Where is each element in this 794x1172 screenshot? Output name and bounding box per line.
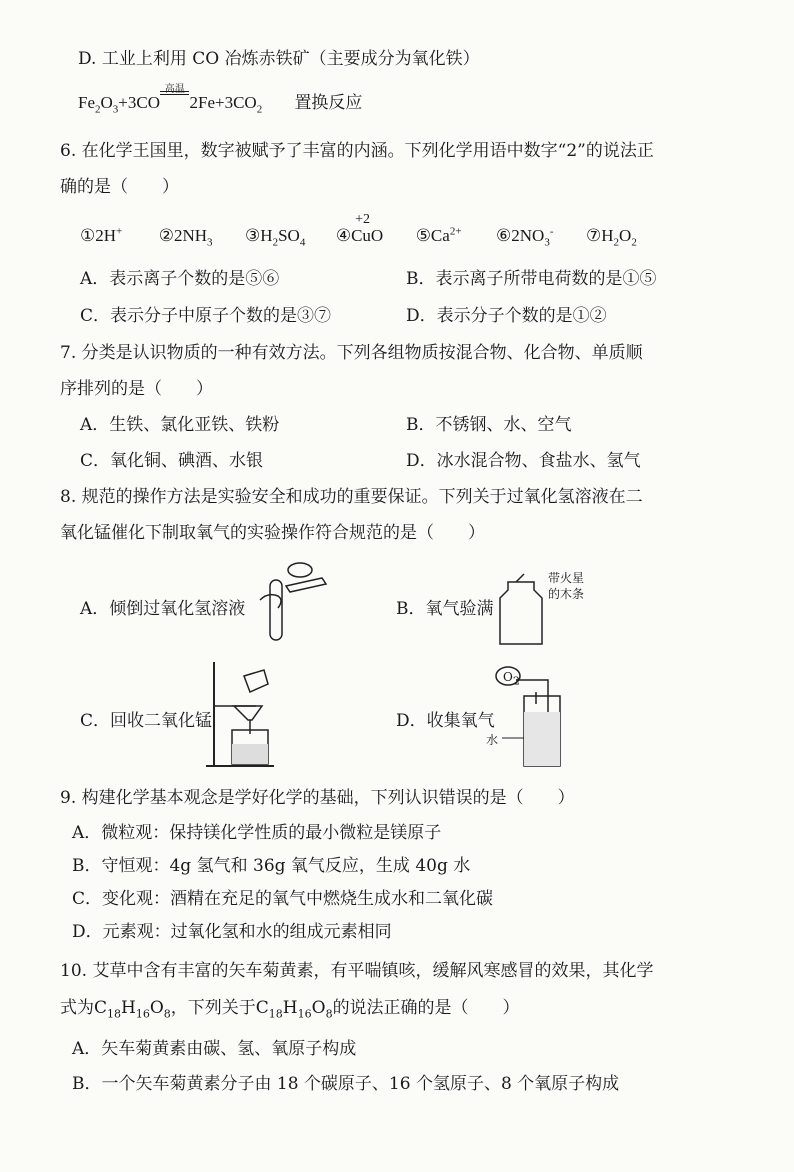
q5-option-d: D. 工业上利用 CO 冶炼赤铁矿（主要成分为氧化铁） (78, 49, 480, 69)
q10-option-b[interactable]: B．一个矢车菊黄素分子由 18 个碳原子、16 个氢原子、8 个氧原子构成 (72, 1074, 620, 1094)
q6-stem-line2: 确的是（ ） (60, 177, 179, 197)
symbol-3: $③H_2SO_4$ (245, 225, 306, 249)
q6-stem-line1: 6. 在化学王国里，数字被赋予了丰富的内涵。下列化学用语中数字“2”的说法正 (60, 141, 654, 161)
pour-solution-figure (252, 556, 342, 646)
q9-option-c[interactable]: C．变化观：酒精在充足的氧气中燃烧生成水和二氧化碳 (72, 889, 494, 909)
q6-option-c[interactable]: C．表示分子中原子个数的是③⑦ (80, 306, 332, 326)
q6-symbols (80, 211, 637, 249)
glowing-splint-note: 带火星 的木条 (548, 571, 585, 601)
symbol-1: ①2H+ (80, 225, 123, 245)
q7-option-c[interactable]: C．氧化铜、碘酒、水银 (80, 451, 264, 471)
symbol-5: $⑤Ca^{2+}$ (415, 225, 462, 245)
q8-stem-line2: 氧化锰催化下制取氧气的实验操作符合规范的是（ ） (60, 523, 485, 543)
q9-option-b[interactable]: B．守恒观：4g 氢气和 36g 氧气反应，生成 40g 水 (72, 856, 471, 876)
symbol-6: $⑥2NO_3^-$ (496, 225, 554, 249)
oxygen-full-check-figure (494, 572, 554, 650)
q8-stem-line1: 8. 规范的操作方法是实验安全和成功的重要保证。下列关于过氧化氢溶液在二 (60, 487, 643, 507)
reaction-type: 置换反应 (294, 93, 363, 112)
q7-option-a[interactable]: A．生铁、氯化亚铁、铁粉 (80, 415, 280, 435)
symbol-4: ④ +2 CuO (335, 211, 384, 245)
filtration-figure (204, 658, 286, 772)
q10-stem-line1: 10. 艾草中含有丰富的矢车菊黄素，有平喘镇咳，缓解风寒感冒的效果，其化学 (60, 961, 654, 981)
symbol-2: $②2NH_3$ (158, 225, 213, 249)
q9-option-a[interactable]: A．微粒观：保持镁化学性质的最小微粒是镁原子 (72, 823, 442, 843)
equation-condition: 高温 (160, 93, 190, 113)
q7-stem-line2: 序排列的是（ ） (60, 379, 213, 399)
q6-option-d[interactable]: D．表示分子个数的是①② (406, 306, 607, 326)
q10-option-a[interactable]: A．矢车菊黄素由碳、氢、氧原子构成 (72, 1039, 357, 1059)
q5-equation: $Fe_2O_3+3CO$ 高温 $2Fe+3CO_2$ 置换反应 (78, 84, 363, 116)
q10-stem-line2: 式为$C_{18}H_{16}O_8$，下列关于$C_{18}H_{16}O_8$的说法正确的是（ ） (60, 998, 520, 1021)
q7-option-b[interactable]: B．不锈钢、水、空气 (406, 415, 572, 435)
q8-option-b[interactable]: B．氧气验满 (396, 599, 494, 619)
gas-label: $O_2$ (503, 670, 520, 688)
q8-option-c[interactable]: C．回收二氧化锰 (80, 711, 213, 731)
q8-option-d[interactable]: D．收集氧气 (396, 711, 495, 731)
symbol-7: $⑦H_2O_2$ (586, 225, 637, 249)
water-label: 水 (486, 733, 499, 747)
q7-stem-line1: 7. 分类是认识物质的一种有效方法。下列各组物质按混合物、化合物、单质顺 (60, 343, 643, 363)
q6-option-b[interactable]: B．表示离子所带电荷数的是①⑤ (406, 269, 657, 289)
q8-option-a[interactable]: A．倾倒过氧化氢溶液 (80, 599, 246, 619)
collect-oxygen-figure (486, 662, 576, 772)
q9-option-d[interactable]: D．元素观：过氧化氢和水的组成元素相同 (72, 922, 392, 942)
q6-option-a[interactable]: A．表示离子个数的是⑤⑥ (80, 269, 280, 289)
q7-option-d[interactable]: D．冰水混合物、食盐水、氢气 (406, 451, 641, 471)
q9-stem: 9. 构建化学基本观念是学好化学的基础，下列认识错误的是（ ） (60, 788, 575, 808)
